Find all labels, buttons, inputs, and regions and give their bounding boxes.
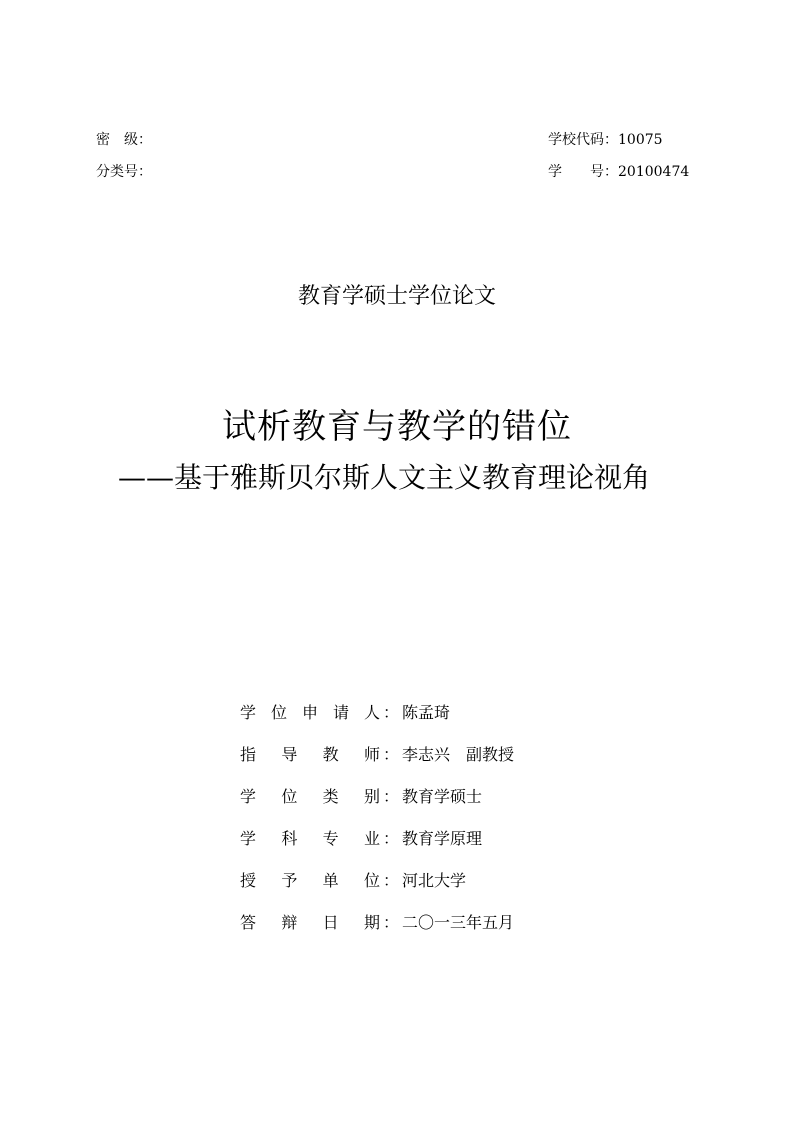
info-row-defense-date xyxy=(240,900,514,942)
degree-type-heading: 教育学硕士学位论文 xyxy=(297,284,496,309)
info-colon: ： xyxy=(382,786,399,806)
info-row-supervisor xyxy=(240,732,514,774)
info-label: 学 位 申 请 人 xyxy=(240,702,380,722)
info-label: 学 科 专 业 xyxy=(240,828,380,848)
info-row-institution xyxy=(240,858,514,900)
info-label: 指 导 教 师 xyxy=(240,744,380,764)
info-colon: ： xyxy=(382,744,399,764)
info-row-major xyxy=(240,816,514,858)
info-colon: ： xyxy=(382,828,399,848)
info-label: 学 位 类 别 xyxy=(240,786,380,806)
info-label: 答 辩 日 期 xyxy=(240,912,380,932)
info-row-applicant xyxy=(240,690,514,732)
thesis-subtitle: ——基于雅斯贝尔斯人文主义教育理论视角 xyxy=(118,461,651,494)
info-value-defense-date: 二〇一三年五月 xyxy=(402,912,515,932)
info-value-degree-category: 教育学硕士 xyxy=(402,786,483,806)
info-label: 授 予 单 位 xyxy=(240,870,380,890)
info-value-major: 教育学原理 xyxy=(402,828,483,848)
info-value-applicant: 陈孟琦 xyxy=(402,702,451,722)
info-row-degree-category xyxy=(240,774,514,816)
info-value-supervisor: 李志兴 副教授 xyxy=(402,744,515,764)
info-colon: ： xyxy=(382,912,399,932)
info-colon: ： xyxy=(382,870,399,890)
student-id-field: 学 号：20100474 xyxy=(548,164,690,180)
secret-level-field: 密 级： xyxy=(96,132,152,148)
thesis-title: 试析教育与教学的错位 xyxy=(222,407,572,447)
school-code-field: 学校代码：10075 xyxy=(548,132,663,148)
info-colon: ： xyxy=(382,702,399,722)
author-info-block xyxy=(240,690,514,942)
info-value-institution: 河北大学 xyxy=(402,870,467,890)
classification-number-field: 分类号： xyxy=(96,164,152,180)
